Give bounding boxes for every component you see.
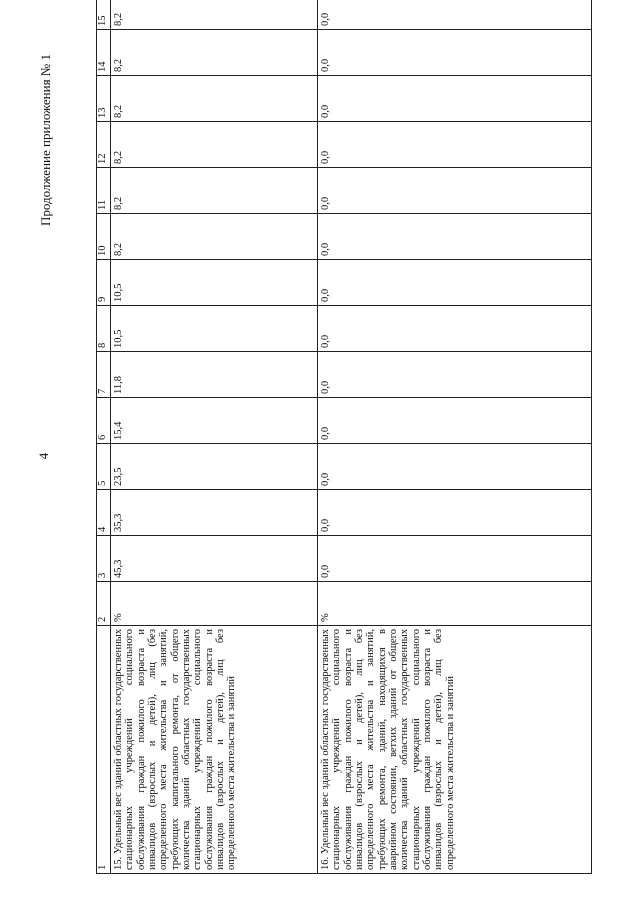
- column-number: 6: [97, 398, 111, 444]
- value-cell: 45,3: [111, 536, 318, 582]
- value-cell: 0,0: [318, 352, 592, 398]
- value-cell: 0,0: [318, 490, 592, 536]
- column-number: 4: [97, 490, 111, 536]
- value-cell: 8,2: [111, 122, 318, 168]
- indicator-description: 16. Удельный вес зданий областных государственных стационарных учреждений социального обслуживания граждан пожилого возраста и инвалидов (взрослых и детей), лиц без определенного места жительства и занятий, требующих ремонта, зданий, находящихся в аварийном состоянии, ветхих зданий от общего количества зданий областных государственных стационарных учреждений социального обслуживания граждан пожилого возраста и инвалидов (взрослых и детей), лиц без определенного места жительства и занятий: [318, 626, 592, 874]
- column-number: 14: [97, 30, 111, 76]
- column-number: 5: [97, 444, 111, 490]
- value-cell: 8,2: [111, 168, 318, 214]
- column-numbers-row: [97, 0, 111, 874]
- value-cell: 35,3: [111, 490, 318, 536]
- value-cell: 8,2: [111, 76, 318, 122]
- indicator-description: 15. Удельный вес зданий областных государственных стационарных учреждений социального обслуживания граждан пожилого возраста и инвалидов (взрослых и детей), лиц (без определенного места жительства и занятий, требующих капитального ремонта, от общего количества зданий областных государственных стационарных учреждений социального обслуживания граждан пожилого возраста и инвалидов (взрослых и детей), лиц без определенного места жительства и занятий: [111, 626, 318, 874]
- appendix-heading: Продолжение приложения № 1: [38, 54, 53, 226]
- value-cell: 0,0: [318, 168, 592, 214]
- column-number: 10: [97, 214, 111, 260]
- column-number: 9: [97, 260, 111, 306]
- table-row: [111, 0, 318, 874]
- column-number: 3: [97, 536, 111, 582]
- page-number: 4: [36, 452, 51, 460]
- value-cell: 0,0: [318, 444, 592, 490]
- value-cell: 23,5: [111, 444, 318, 490]
- value-cell: 0,0: [318, 76, 592, 122]
- value-cell: 0,0: [318, 214, 592, 260]
- column-number: 15: [97, 0, 111, 30]
- value-cell: 8,2: [111, 214, 318, 260]
- table-row: [318, 0, 592, 874]
- value-cell: 0,0: [318, 260, 592, 306]
- column-number: 8: [97, 306, 111, 352]
- column-number: 11: [97, 168, 111, 214]
- value-cell: 11,8: [111, 352, 318, 398]
- value-cell: 0,0: [318, 306, 592, 352]
- value-cell: 15,4: [111, 398, 318, 444]
- rotated-table-container: [96, 12, 592, 874]
- value-cell: 10,5: [111, 306, 318, 352]
- value-cell: 0,0: [318, 398, 592, 444]
- value-cell: 8,2: [111, 30, 318, 76]
- column-number: 13: [97, 76, 111, 122]
- unit-cell: %: [318, 582, 592, 626]
- value-cell: 0,0: [318, 536, 592, 582]
- value-cell: 8,2: [111, 0, 318, 30]
- value-cell: 10,5: [111, 260, 318, 306]
- column-number: 2: [97, 582, 111, 626]
- column-number: 7: [97, 352, 111, 398]
- value-cell: 0,0: [318, 122, 592, 168]
- value-cell: 0,0: [318, 30, 592, 76]
- column-number: 1: [97, 626, 111, 874]
- column-number: 12: [97, 122, 111, 168]
- indicators-table: [96, 0, 592, 874]
- unit-cell: %: [111, 582, 318, 626]
- value-cell: 0,0: [318, 0, 592, 30]
